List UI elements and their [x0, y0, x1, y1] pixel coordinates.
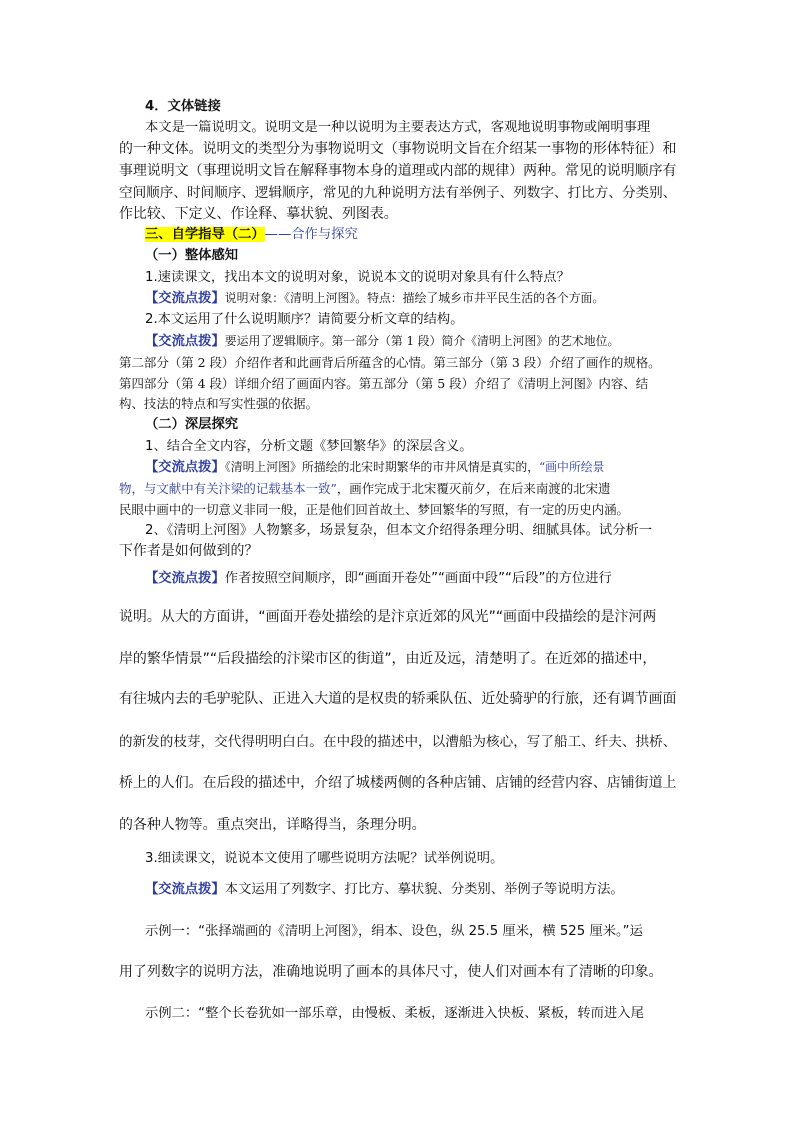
answer-text-line	[119, 479, 679, 499]
section4-line: 作比较、下定义、作诠释、摹状貌、列图表。	[119, 206, 398, 222]
answer-text-line: 第二部分（第 2 段）介绍作者和此画背后所蕴含的心情。第三部分（第 3 段）介绍了画作的规格。	[119, 355, 661, 370]
section4-line: 事理说明文（事理说明文旨在解释事物本身的道理或内部的规律）两种。常见的说明顺序有	[119, 163, 677, 179]
part1-heading: （一）整体感知	[145, 248, 239, 263]
example-1: 示例一：“张择端画的《清明上河图》，绢本、设色，纵 25.5 厘米，横 525 厘米。”运	[145, 924, 643, 939]
part1-answer-2	[145, 332, 705, 351]
part1-question-2: 2.本文运用了什么说明顺序？请简要分析文章的结构。	[145, 312, 464, 327]
example-1-cont: 用了列数字的说明方法，准确地说明了画本的具体尺寸，使人们对画本有了清晰的印象。	[119, 964, 663, 980]
part2-answer-1	[145, 458, 705, 477]
answer-text: ，画作完成于北宋覆灭前夕，在后来南渡的北宋遗	[336, 481, 611, 496]
answer-tag: 【交流点拨】	[145, 291, 225, 306]
section4-line: 空间顺序、时间顺序、逻辑顺序，常见的九种说明方法有举例子、列数字、打比方、分类别、	[119, 185, 677, 201]
section3-heading-row	[145, 225, 705, 244]
answer-tag: 【交流点拨】	[145, 460, 225, 475]
part2-heading: （二）深层探究	[145, 417, 239, 432]
answer-text-line: 岸的繁华情景”“后段描绘的汴梁市区的街道”，由近及远，清楚明了。在近郊的描述中，	[119, 651, 657, 667]
answer-text-line: 构、技法的特点和写实性强的依据。	[119, 396, 319, 411]
answer-tag: 【交流点拨】	[145, 882, 225, 897]
part1-answer-1	[145, 289, 705, 308]
answer-text-line: 说明。从大的方面讲，“画面开卷处描绘的是汴京近郊的风光”“画面中段描绘的是汴河两	[119, 609, 657, 625]
part2-question-1: 1、结合全文内容，分析文题《梦回繁华》的深层含义。	[145, 439, 473, 454]
answer-text: 要运用了逻辑顺序。第一部分（第 1 段）简介《清明上河图》的艺术地位。	[224, 334, 620, 348]
answer-text-line: 的新发的枝芽，交代得明明白白。在中段的描述中，以漕船为核心，写了船工、纤夫、拱桥、	[119, 734, 677, 750]
section3-heading: 三、自学指导（二）	[145, 227, 265, 242]
answer-text-line: 桥上的人们。在后段的描述中，介绍了城楼两侧的各种店铺、店铺的经营内容、店铺街道上	[119, 775, 677, 791]
answer-text-line: 有往城内去的毛驴驼队、正进入大道的是权贵的轿乘队伍、近处骑驴的行旅，还有调节画面	[119, 691, 677, 707]
example-2: 示例二：“整个长卷犹如一部乐章，由慢板、柔板，逐渐进入快板、紧板，转而进入尾	[145, 1006, 644, 1021]
part2-question-3: 3.细读课文，说说本文使用了哪些说明方法呢？试举例说明。	[145, 851, 504, 866]
section3-heading-tail: ——合作与探究	[264, 227, 358, 242]
answer-text-line: 的各种人物等。重点突出，详略得当，条理分明。	[119, 817, 426, 833]
quoted-text: 物，与文献中有关汴梁的记载基本一致”	[119, 481, 337, 496]
section4-line: 本文是一篇说明文。说明文是一种以说明为主要表达方式，客观地说明事物或阐明事理	[145, 120, 651, 135]
quoted-text: “画中所绘景	[539, 460, 605, 474]
section4-heading: 4．文体链接	[145, 99, 221, 114]
answer-text: 《清明上河图》所描绘的北宋时期繁华的市井风情是真实的，	[224, 460, 540, 474]
answer-tag: 【交流点拨】	[145, 571, 225, 586]
part2-answer-3	[145, 880, 705, 899]
part2-answer-2	[145, 569, 705, 588]
answer-text-line: 民眼中画中的一切意义非同一般，正是他们回首故土、梦回繁华的写照，有一定的历史内涵。	[119, 502, 629, 517]
answer-tag: 【交流点拨】	[145, 334, 225, 349]
answer-text: 本文运用了列数字、打比方、摹状貌、分类别、举例子等说明方法。	[224, 882, 624, 897]
part2-question-2-cont: 下作者是如何做到的？	[119, 543, 259, 559]
answer-text: 说明对象：《清明上河图》。特点：描绘了城乡市井平民生活的各个方面。	[224, 291, 605, 305]
answer-text-line: 第四部分（第 4 段）详细介绍了画面内容。第五部分（第 5 段）介绍了《清明上河图》内容、结	[119, 376, 649, 391]
part1-question-1: 1.速读课文，找出本文的说明对象，说说本文的说明对象具有什么特点？	[145, 270, 570, 285]
answer-text: 作者按照空间顺序，即“画面开卷处”“画面中段”“后段”的方位进行	[224, 571, 612, 586]
part2-question-2: 2、《清明上河图》人物繁多，场景复杂，但本文介绍得条理分明、细腻具体。试分析一	[145, 523, 653, 538]
section4-line: 的一种文体。说明文的类型分为事物说明文（事物说明文旨在介绍某一事物的形体特征）和	[119, 141, 677, 157]
